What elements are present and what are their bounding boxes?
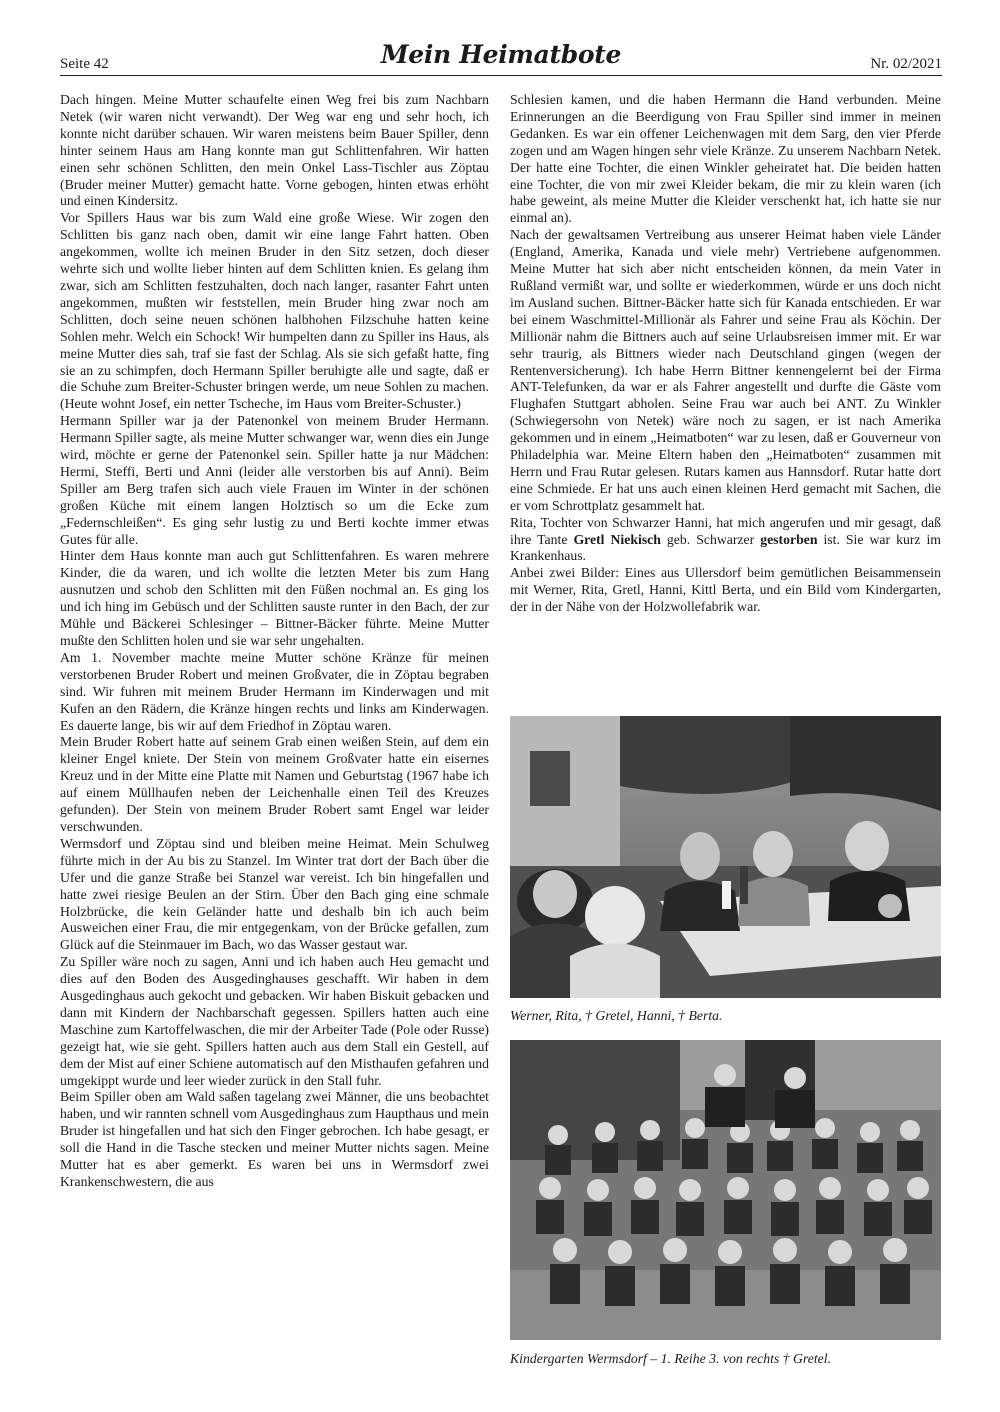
left-column: [60, 92, 489, 1191]
paragraph: Wermsdorf und Zöptau sind und bleiben meine Heimat. Mein Schulweg führte mich in der Au bis zu Stanzel. Im Winter trat dort der Bach über die Ufer und die ganze Straße bei Stanzel war vereist. Ich bin hingefallen und hatte zwei riesige Beulen an der Stirn. Über den Bach ging eine schmale Holzbrücke, die kein Geländer hatte und deshalb bin ich auch beim Ausweichen einer Frau, die mir entgegenkam, von der Brücke gefallen, zum Glück auf die Steinmauer im Bach, wo das Wasser gestaut war.: [60, 835, 489, 953]
photos-intro: Anbei zwei Bilder: Eines aus Ullersdorf beim gemütlichen Beisammensein mit Werner, Rita, Gretl, Hanni, Kittl Berta, und ein Bild vom Kindergarten, der in der Nähe von der Holzwollefabrik war.: [510, 565, 941, 615]
paragraph: Mein Bruder Robert hatte auf seinem Grab einen weißen Stein, auf dem ein kleiner Engel kniete. Der Stein von meinem Großvater hatte ein eisernes Kreuz und in der Mitte eine Platte mit Namen und Geburtstag (1967 habe ich auf einem Müllhaufen neben der Leichenhalle einen Teil des Kreuzes gefunden). Der Stein von meinem Bruder Robert samt Engel war leider verschwunden.: [60, 734, 489, 834]
paragraph: Hinter dem Haus konnte man auch gut Schlittenfahren. Es waren mehrere Kinder, die da waren, und ich wollte die letzten Meter bis zum Hang ausnutzen und schob den Schlitten mit den Füßen nochmal an. Es ging los und ich hing im Gebüsch und der Schlitten sauste runter in den Bach, der zur Mühle und Bäckerei Schlesinger – Bittner-Bäcker führte. Meine Mutter mußte den Schlitten holen und sie war sehr ungehalten.: [60, 548, 489, 648]
paragraph: Am 1. November machte meine Mutter schöne Kränze für meinen verstorbenen Bruder Robert und meinen Großvater, die in Zöptau begraben sind. Wir fuhren mit meinem Bruder Hermann im Kinderwagen und mit Kufen an den Rädern, die Kränze hingen rechts und links am Kinderwagen. Es dauerte lange, bis wir auf dem Friedhof in Zöptau waren.: [60, 649, 489, 733]
rita-paragraph: [510, 515, 941, 566]
rita-text-1: Rita, Tochter von Schwarzer Hanni, hat mich angerufen und mir gesagt, daß ihre Tante: [510, 514, 941, 547]
caption-gathering: Werner, Rita, † Gretel, Hanni, † Berta.: [510, 1008, 723, 1023]
caption-kindergarten: Kindergarten Wermsdorf – 1. Reihe 3. von rechts † Gretel.: [510, 1351, 832, 1366]
photo-gathering: [510, 716, 941, 998]
paragraph: Hermann Spiller war ja der Patenonkel von meinem Bruder Hermann. Hermann Spiller sagte, als meine Mutter schwanger war, wenn dies ein Junge wird, möchte er gerne der Patenonkel sein. Spiller hatte ja nur Mädchen: Hermi, Steffi, Berti und Anni (leider alle verstorben bis auf Anni). Beim Spiller am Berg trafen sich auch viele Frauen im Winter in der schönen großen Küche mit einem langen Holztisch so um die Ecke zum „Federnschleißen“. Es ging sehr lustig zu und Berti kochte immer etwas Gutes für alle.: [60, 413, 489, 547]
page-number: Seite 42: [60, 56, 109, 72]
paragraph: Schlesien kamen, und die haben Hermann die Hand verbunden. Meine Erinnerungen an die Beerdigung von Frau Spiller sind immer in meinen Gedanken. Es war ein offener Leichenwagen mit dem Sarg, den vier Pferde zogen und am Wagen hingen sehr viele Kränze. Zu unserem Nachbarn Netek. Der hatte eine Tochter, die einen Winkler geheiratet hat. Die beiden hatten eine Tochter, die von mir zwei Kleider bekam, die mir zu klein waren (ich habe geweint, als meine Mutter die Kleider verschenkt hat, ich hatte sie nur einmal an).: [510, 92, 941, 226]
deceased-name: Gretl Niekisch: [573, 531, 661, 547]
page-header: [60, 40, 942, 76]
right-column: [510, 92, 941, 616]
issue-number: Nr. 02/2021: [870, 56, 942, 72]
rita-text-3: ist. Sie war kurz im Krankenhaus.: [510, 531, 942, 564]
rita-text-2: geb. Schwarzer: [660, 531, 761, 547]
paragraph: Nach der gewaltsamen Vertreibung aus unserer Heimat haben viele Länder (England, Amerika, Kanada und viele mehr) Vertriebene aufgenommen. Meine Mutter hat sich aber nicht entscheiden können, da mein Vater in Rußland vermißt war, und sollte er wiederkommen, würde er uns doch nicht im Ausland suchen. Bittner-Bäcker hatte sich für Kanada entschieden. Er war bei einem Waschmittel-Millionär als Fahrer und seine Frau als Köchin. Der Millionär nahm die Bittners auch auf seine Urlaubsreisen immer mit. Er war sehr traurig, als Bittners wieder nach Deutschland gingen (wegen der Rentenversicherung). Ich habe Herrn Bittner kennengelernt bei der Firma ANT-Telefunken, da war er als Fahrer angestellt und durfte die Gäste vom Flughafen Stuttgart abholen. Seine Frau war auch bei ANT. Zu Winkler (Schwiegersohn von Netek) wäre noch zu sagen, er ist nach Amerika gekommen und in einem „Heimatboten“ war zu lesen, daß er Gouverneur von Philadelphia war. Meine Eltern haben den „Heimatboten“ zusammen mit Herrn und Frau Rutar gelesen. Rutars kamen aus Hannsdorf. Rutar hatte dort eine Schmiede. Er hat uns auch einen kleinen Herd gemacht mit Sachen, die er vom Schrottplatz gesammelt hat.: [510, 227, 941, 513]
photo-kindergarten: [510, 1040, 941, 1340]
header-rule: [60, 75, 942, 76]
paragraph: Zu Spiller wäre noch zu sagen, Anni und ich haben auch Heu gemacht und dies auf den Boden des Ausgedinghauses geschafft. Wir haben in dem Ausgedinghaus auch gekocht und gebacken. Wir haben Biskuit gebacken und dann mit Kindern der Nachbarschaft gegessen. Spillers hatten auch eine Maschine zum Kartoffelwaschen, die mir der Arbeiter Tade (Pole oder Russe) gezeigt hat, wie sie geht. Spillers hatten auch aus dem Stall ein Gestell, auf dem der Mist auf einer Schiene automatisch auf den Misthaufen gefahren und umgekippt wurde und leer wieder zurück in den Stall fuhr.: [60, 954, 489, 1088]
paragraph: Beim Spiller oben am Wald saßen tagelang zwei Männer, die uns beobachtet haben, und wir rannten schnell vom Ausgedinghaus zum Haupthaus und mein Bruder ist hingefallen und hat sich den Finger gebrochen. Ich habe gesagt, er soll die Hand in die Tasche stecken und meiner Mutter nichts sagen. Meine Mutter hat es aber gemerkt. Es waren bei uns in Wermsdorf zwei Krankenschwestern, die aus: [60, 1089, 489, 1189]
paragraph: Dach hingen. Meine Mutter schaufelte einen Weg frei bis zum Nachbarn Netek (wir waren nicht verwandt). Der Weg war eng und sehr hoch, ich konnte nicht darüber schauen. Wir waren meistens beim Bauer Spiller, denn hinter seinem Haus am Hang konnte man gut Schlittenfahren. Wir hatten einen sehr schönen Schlitten, den mein Onkel Lass-Tischler aus Zöptau (Bruder meiner Mutter) gemacht hatte. Vorne gebogen, hinten etwas erhöht und einen Kindersitz.: [60, 92, 489, 209]
photo-gathering-image: [510, 716, 941, 998]
died-word: gestorben: [760, 531, 818, 547]
masthead-title: Mein Heimatbote: [380, 40, 622, 69]
paragraph: Vor Spillers Haus war bis zum Wald eine große Wiese. Wir zogen den Schlitten bis ganz nach oben, damit wir eine lange Fahrt hatten. Oben angekommen, wollte ich meinen Bruder in den Sitz setzen, doch dieser wehrte sich und wollte lieber hinten auf dem Schlitten knien. Es gelang ihm zwar, sich am Schlitten festzuhalten, doch nach langer, rasanter Fahrt unten angekommen, mußten wir feststellen, mein Bruder hing zwar noch am Schlitten, doch seine neuen schönen halbhohen Filzschuhe hatten keine Sohlen mehr. Welch ein Schock! Wir humpelten dann zu Spiller ins Haus, als meine Mutter dies sah, traf sie fast der Schlag. Als sie sich gefaßt hatte, fing sie an zu schimpfen, doch Hermann Spiller beruhigte alle und sagte, daß er die Schuhe zum Breiter-Schuster bringen werde, um neue Sohlen zu machen. (Heute wohnt Josef, ein netter Tscheche, im Haus vom Breiter-Schuster.): [60, 210, 489, 412]
photo-kindergarten-image: [510, 1040, 941, 1340]
